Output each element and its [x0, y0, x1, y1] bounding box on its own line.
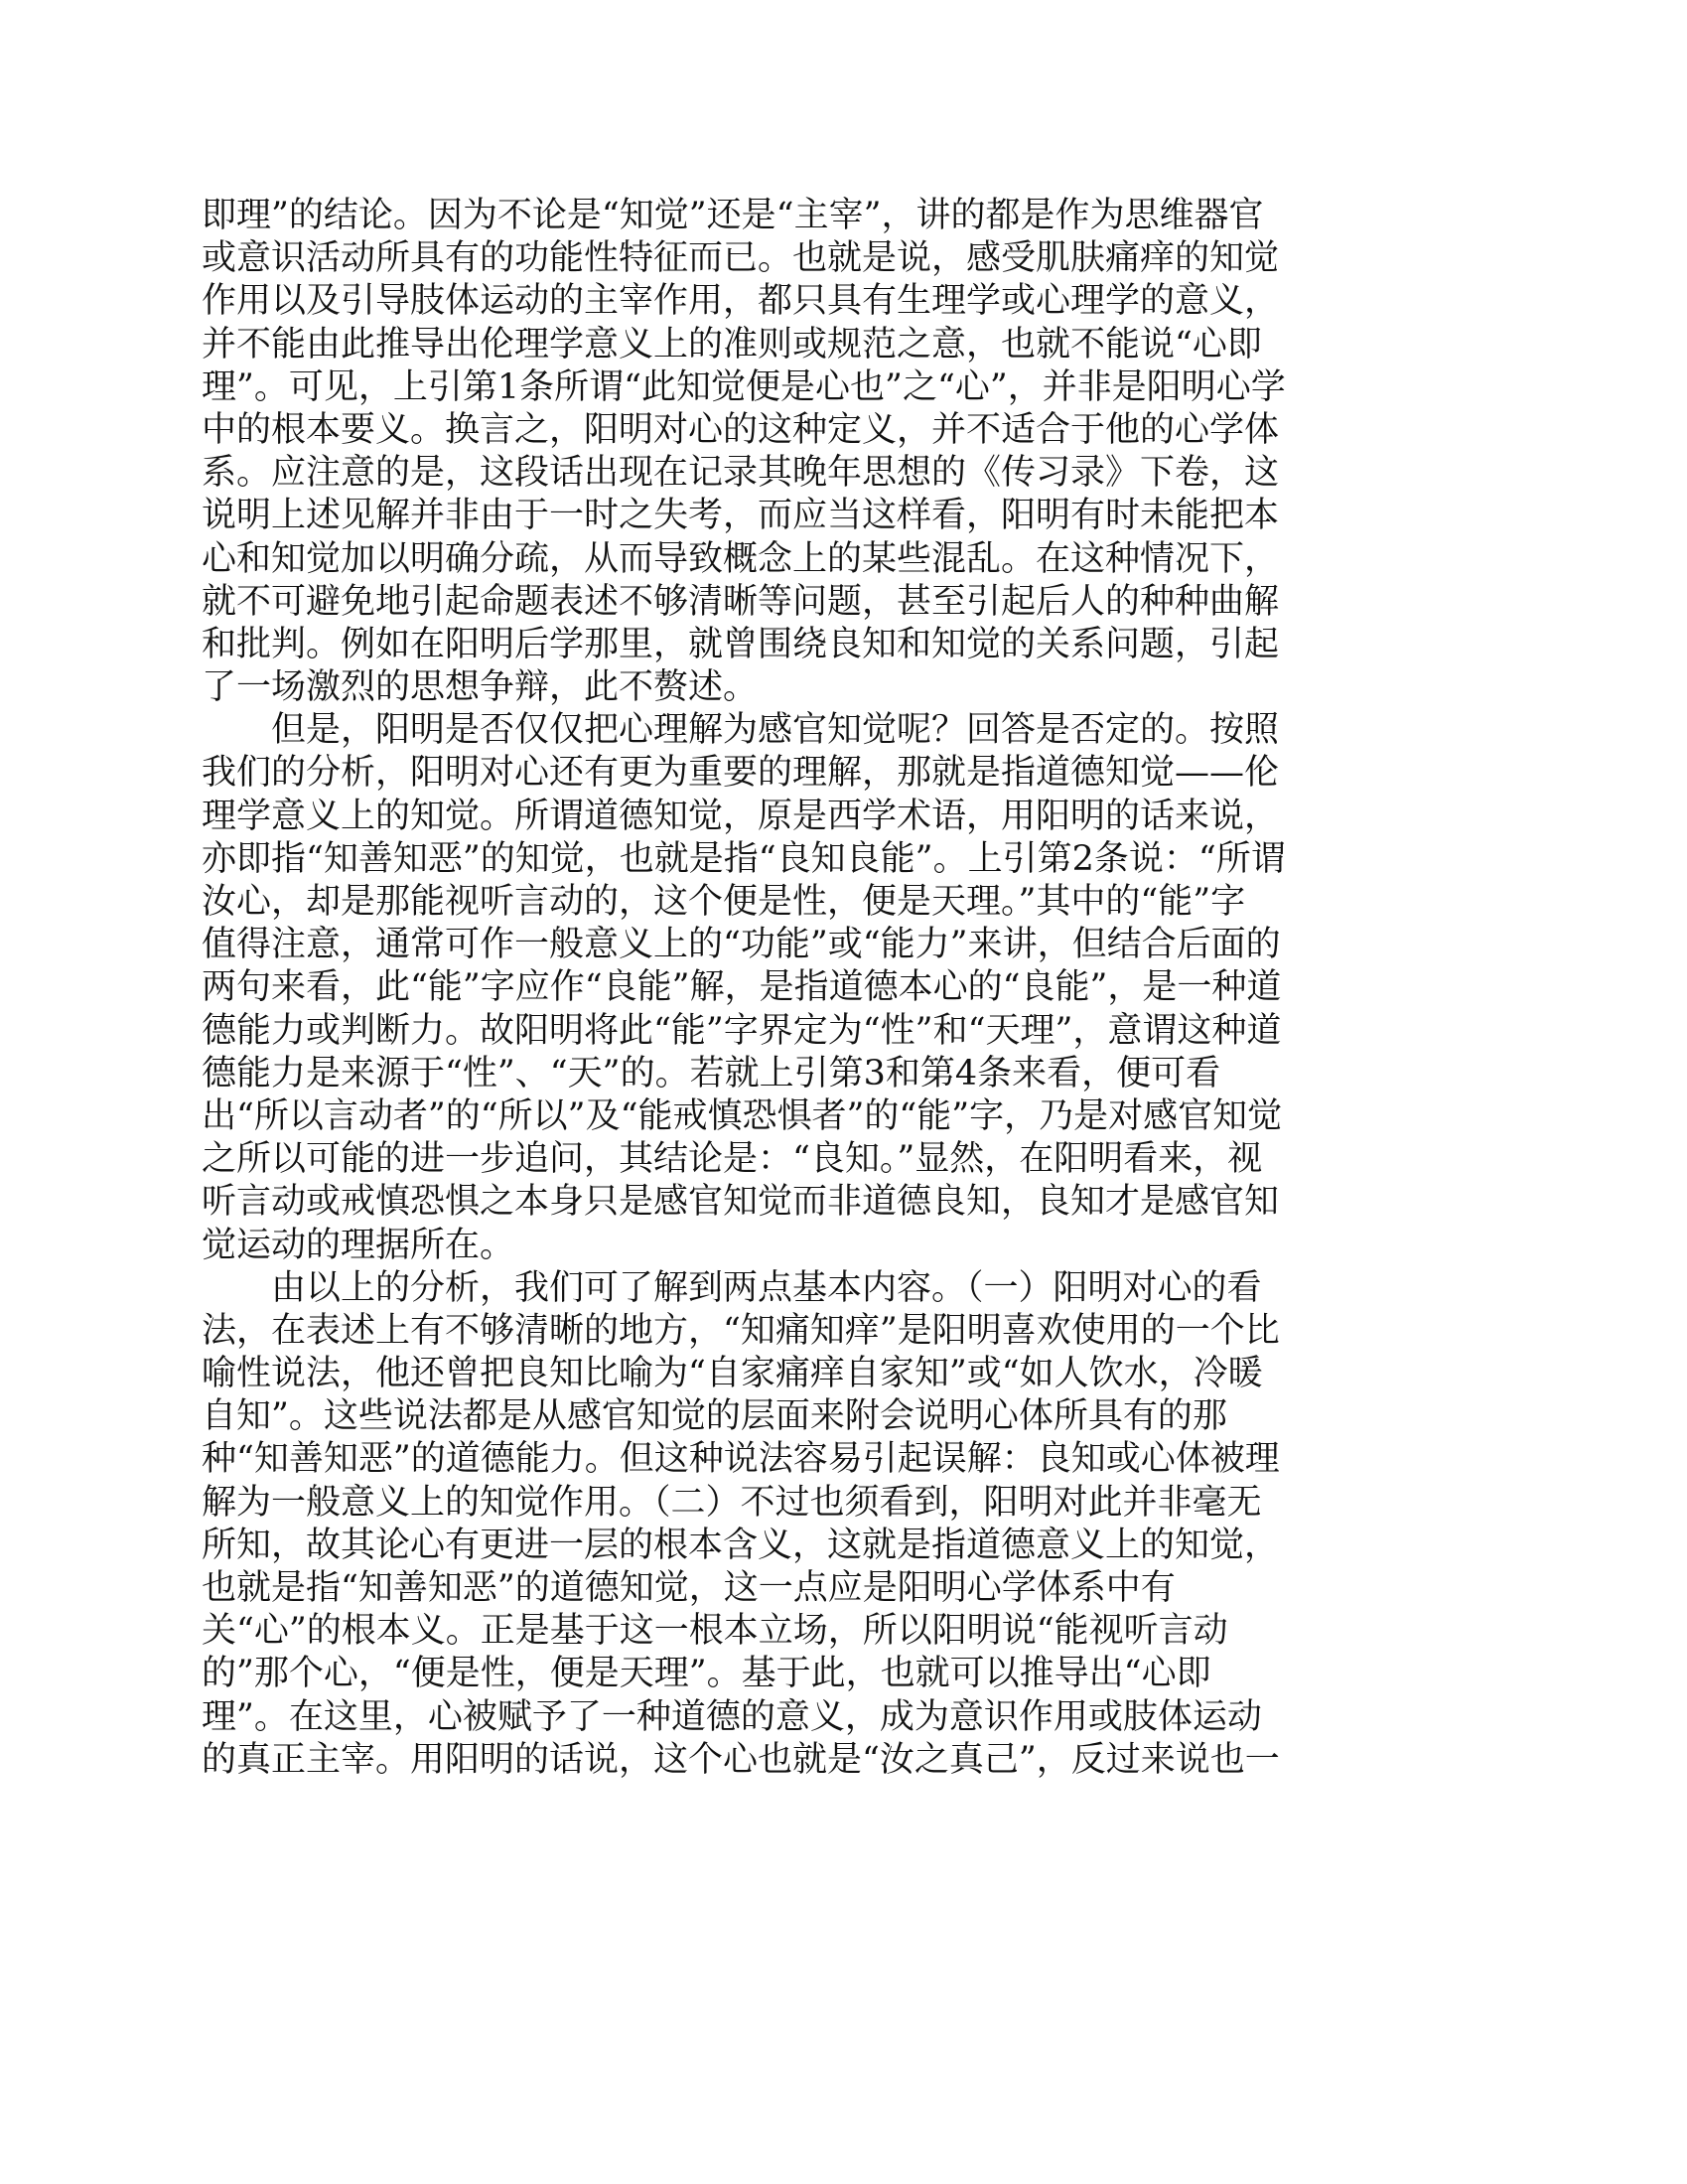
text-line: 法，在表述上有不够清晰的地方，“知痛知痒”是阳明喜欢使用的一个比 [202, 1310, 1280, 1351]
text-line: 听言动或戒慎恐惧之本身只是感官知觉而非道德良知，良知才是感官知 [202, 1182, 1280, 1223]
text-line: 关“心”的根本义。正是基于这一根本立场，所以阳明说“能视听言动 [202, 1611, 1228, 1652]
text-line: 喻性说法，他还曾把良知比喻为“自家痛痒自家知”或“如人饮水，冷暖 [202, 1354, 1263, 1394]
text-line: 出“所以言动者”的“所以”及“能戒慎恐惧者”的“能”字，乃是对感官知觉 [202, 1095, 1283, 1136]
text-line: 亦即指“知善知恶”的知觉，也就是指“良知良能”。上引第2条说：“所谓 [202, 838, 1286, 879]
text-line: 的真正主宰。用阳明的话说，这个心也就是“汝之真己”，反过来说也一 [202, 1739, 1280, 1780]
text-line: 心和知觉加以明确分疏，从而导致概念上的某些混乱。在这种情况下， [202, 538, 1280, 579]
text-line: 德能力或判断力。故阳明将此“能”字界定为“性”和“天理”，意谓这种道 [202, 1010, 1282, 1051]
text-line: 并不能由此推导出伦理学意义上的准则或规范之意，也就不能说“心即 [202, 324, 1262, 364]
text-line: 解为一般意义上的知觉作用。（二）不过也须看到，阳明对此并非毫无 [202, 1482, 1262, 1523]
text-line: 说明上述见解并非由于一时之失考，而应当这样看，阳明有时未能把本 [202, 496, 1280, 536]
document-body [202, 195, 1482, 1782]
paragraph-start-line: 由以上的分析，我们可了解到两点基本内容。（一）阳明对心的看 [202, 1267, 1262, 1308]
text-line: 之所以可能的进一步追问，其结论是：“良知。”显然，在阳明看来，视 [202, 1139, 1263, 1180]
text-line: 的”那个心，“便是性，便是天理”。基于此，也就可以推导出“心即 [202, 1654, 1211, 1694]
text-line: 值得注意，通常可作一般意义上的“功能”或“能力”来讲，但结合后面的 [202, 925, 1281, 965]
text-line: 汝心，却是那能视听言动的，这个便是性，便是天理。”其中的“能”字 [202, 882, 1246, 922]
text-line: 或意识活动所具有的功能性特征而已。也就是说，感受肌肤痛痒的知觉 [202, 238, 1280, 279]
text-line: 理”。可见，上引第1条所谓“此知觉便是心也”之“心”，并非是阳明心学 [202, 366, 1286, 407]
paragraph-start-line: 但是，阳明是否仅仅把心理解为感官知觉呢？回答是否定的。按照 [202, 710, 1280, 751]
text-line: 觉运动的理据所在。 [202, 1225, 515, 1265]
text-line: 我们的分析，阳明对心还有更为重要的理解，那就是指道德知觉——伦 [202, 753, 1280, 794]
text-line: 所知，故其论心有更进一层的根本含义，这就是指道德意义上的知觉， [202, 1525, 1280, 1565]
text-line: 德能力是来源于“性”、“天”的。若就上引第3和第4条来看，便可看 [202, 1053, 1221, 1093]
text-line: 中的根本要义。换言之，阳明对心的这种定义，并不适合于他的心学体 [202, 409, 1280, 450]
text-line: 系。应注意的是，这段话出现在记录其晚年思想的《传习录》下卷，这 [202, 453, 1280, 494]
text-line: 两句来看，此“能”字应作“良能”解，是指道德本心的“良能”，是一种道 [202, 967, 1282, 1008]
text-line: 和批判。例如在阳明后学那里，就曾围绕良知和知觉的关系问题，引起 [202, 624, 1280, 664]
text-line: 作用以及引导肢体运动的主宰作用，都只具有生理学或心理学的意义， [202, 281, 1280, 322]
text-line: 就不可避免地引起命题表述不够清晰等问题，甚至引起后人的种种曲解 [202, 581, 1280, 622]
text-line: 自知”。这些说法都是从感官知觉的层面来附会说明心体所具有的那 [202, 1396, 1227, 1437]
text-line: 也就是指“知善知恶”的道德知觉，这一点应是阳明心学体系中有 [202, 1568, 1176, 1608]
text-line: 种“知善知恶”的道德能力。但这种说法容易引起误解：良知或心体被理 [202, 1439, 1280, 1480]
text-line: 了一场激烈的思想争辩，此不赘述。 [202, 667, 759, 708]
text-line: 理”。在这里，心被赋予了一种道德的意义，成为意识作用或肢体运动 [202, 1696, 1262, 1737]
text-line: 即理”的结论。因为不论是“知觉”还是“主宰”，讲的都是作为思维器官 [202, 196, 1264, 235]
text-line: 理学意义上的知觉。所谓道德知觉，原是西学术语，用阳明的话来说， [202, 796, 1280, 836]
